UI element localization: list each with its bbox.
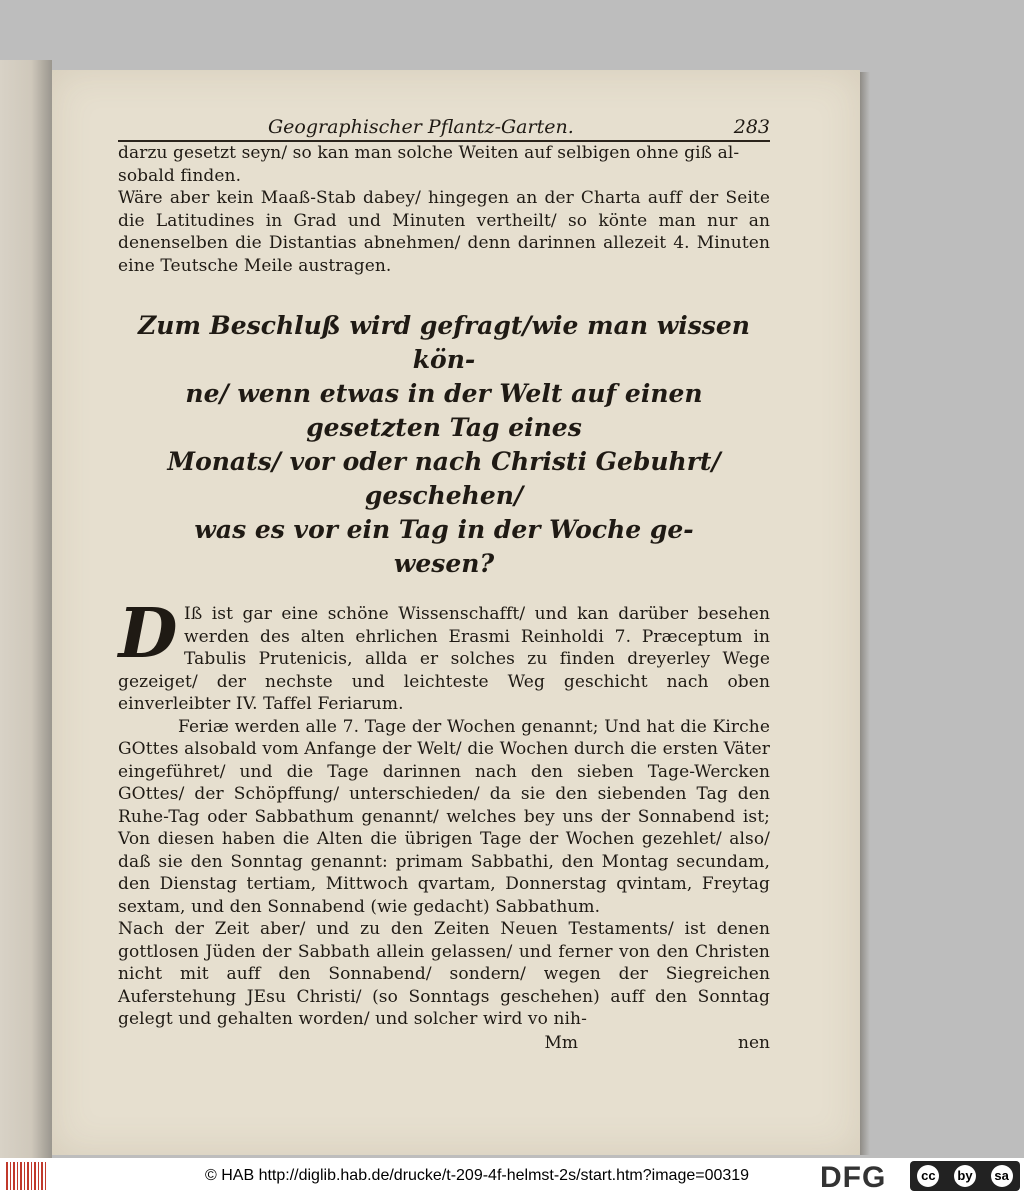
page-footer-line — [118, 1031, 770, 1055]
viewer-footer — [0, 1158, 1024, 1195]
initial-paragraph — [118, 594, 770, 716]
page-number: 283 — [733, 116, 770, 138]
dfg-logo: DFG — [820, 1161, 887, 1194]
previous-page-edge — [0, 60, 52, 1160]
paragraph-reinholdi: Iß ist gar eine schöne Wissenschafft/ und kan darüber besehen werden des alten ehrlichen Erasmi Reinholdi 7. Præceptum in Tabulis Prutenicis, allda er solches zu finden dreyerley Wege gezeiget/ der nechste und leichteste Weg geschicht nach oben einverleibter IV. Taffel Feriarum. — [118, 604, 770, 714]
paragraph-maassstab: Wäre aber kein Maaß-Stab dabey/ hingegen an der Charta auff der Seite die Latitudines in Grad und Minuten vertheilt/ so könte man nur an denenselben die Distantias abnehmen/ denn darinnen allezeit 4. Minuten eine Teutsche Meile austragen. — [118, 188, 770, 276]
section-heading: Zum Beschluß wird gefragt/wie man wissen kön- ne/ wenn etwas in der Welt auf einen gesetzten Tag eines Monats/ vor oder nach Christi Gebuhrt/ geschehen/ was es vor ein Tag in der Woche ge- wesen? — [138, 311, 750, 578]
cc-license-badge[interactable] — [910, 1161, 1020, 1191]
decorated-initial: D — [118, 594, 178, 674]
barcode-icon — [6, 1162, 46, 1190]
page-text — [118, 108, 770, 1055]
running-title: Geographischer Pflantz-Garten. — [268, 116, 574, 138]
paragraph-feriae: Feriæ werden alle 7. Tage der Wochen genannt; Und hat die Kirche GOttes alsobald vom Anfange der Welt/ die Wochen durch die ersten Väter eingeführet/ und die Tage darinnen nach den sieben Tage-Wercken GOttes/ der Schöpffung/ unterschieden/ da sie den siebenden Tag den Ruhe-Tag oder Sabbathum genannt/ welches bey uns der Sonnabend ist; Von diesen haben die Alten die übrigen Tage der Wochen gezehlet/ also/ daß sie den Sonntag genannt: primam Sabbathi, den Montag secundam, den Dienstag tertiam, Mittwoch qvartam, Donnerstag qvintam, Freytag sextam, und den Sonnabend (wie gedacht) Sabbathum. — [118, 716, 770, 917]
page-shadow — [860, 72, 870, 1155]
copyright-link[interactable]: © HAB http://diglib.hab.de/drucke/t-209-4f-helmst-2s/start.htm?image=00319 — [205, 1167, 750, 1184]
sa-icon: sa — [991, 1165, 1013, 1187]
paragraph-continuation: darzu gesetzt seyn/ so kan man solche Weiten auf selbigen ohne giß al- sobald finden. — [118, 143, 740, 186]
signature-mark: Mm — [544, 1032, 579, 1053]
by-icon: by — [954, 1165, 976, 1187]
cc-icon: cc — [917, 1165, 939, 1187]
running-header — [118, 108, 770, 138]
paragraph-testament: Nach der Zeit aber/ und zu den Zeiten Neuen Testaments/ ist denen gottlosen Jüden der Sabbath allein gelassen/ und ferner von den Christen nicht mit auff den Sonnabend/ sondern/ wegen der Siegreichen Auferstehung JEsu Christi/ (so Sonntags geschehen) auff den Sonntag gelegt und gehalten worden/ und solcher wird vo nih- — [118, 919, 770, 1029]
catchword: nen — [738, 1032, 770, 1053]
